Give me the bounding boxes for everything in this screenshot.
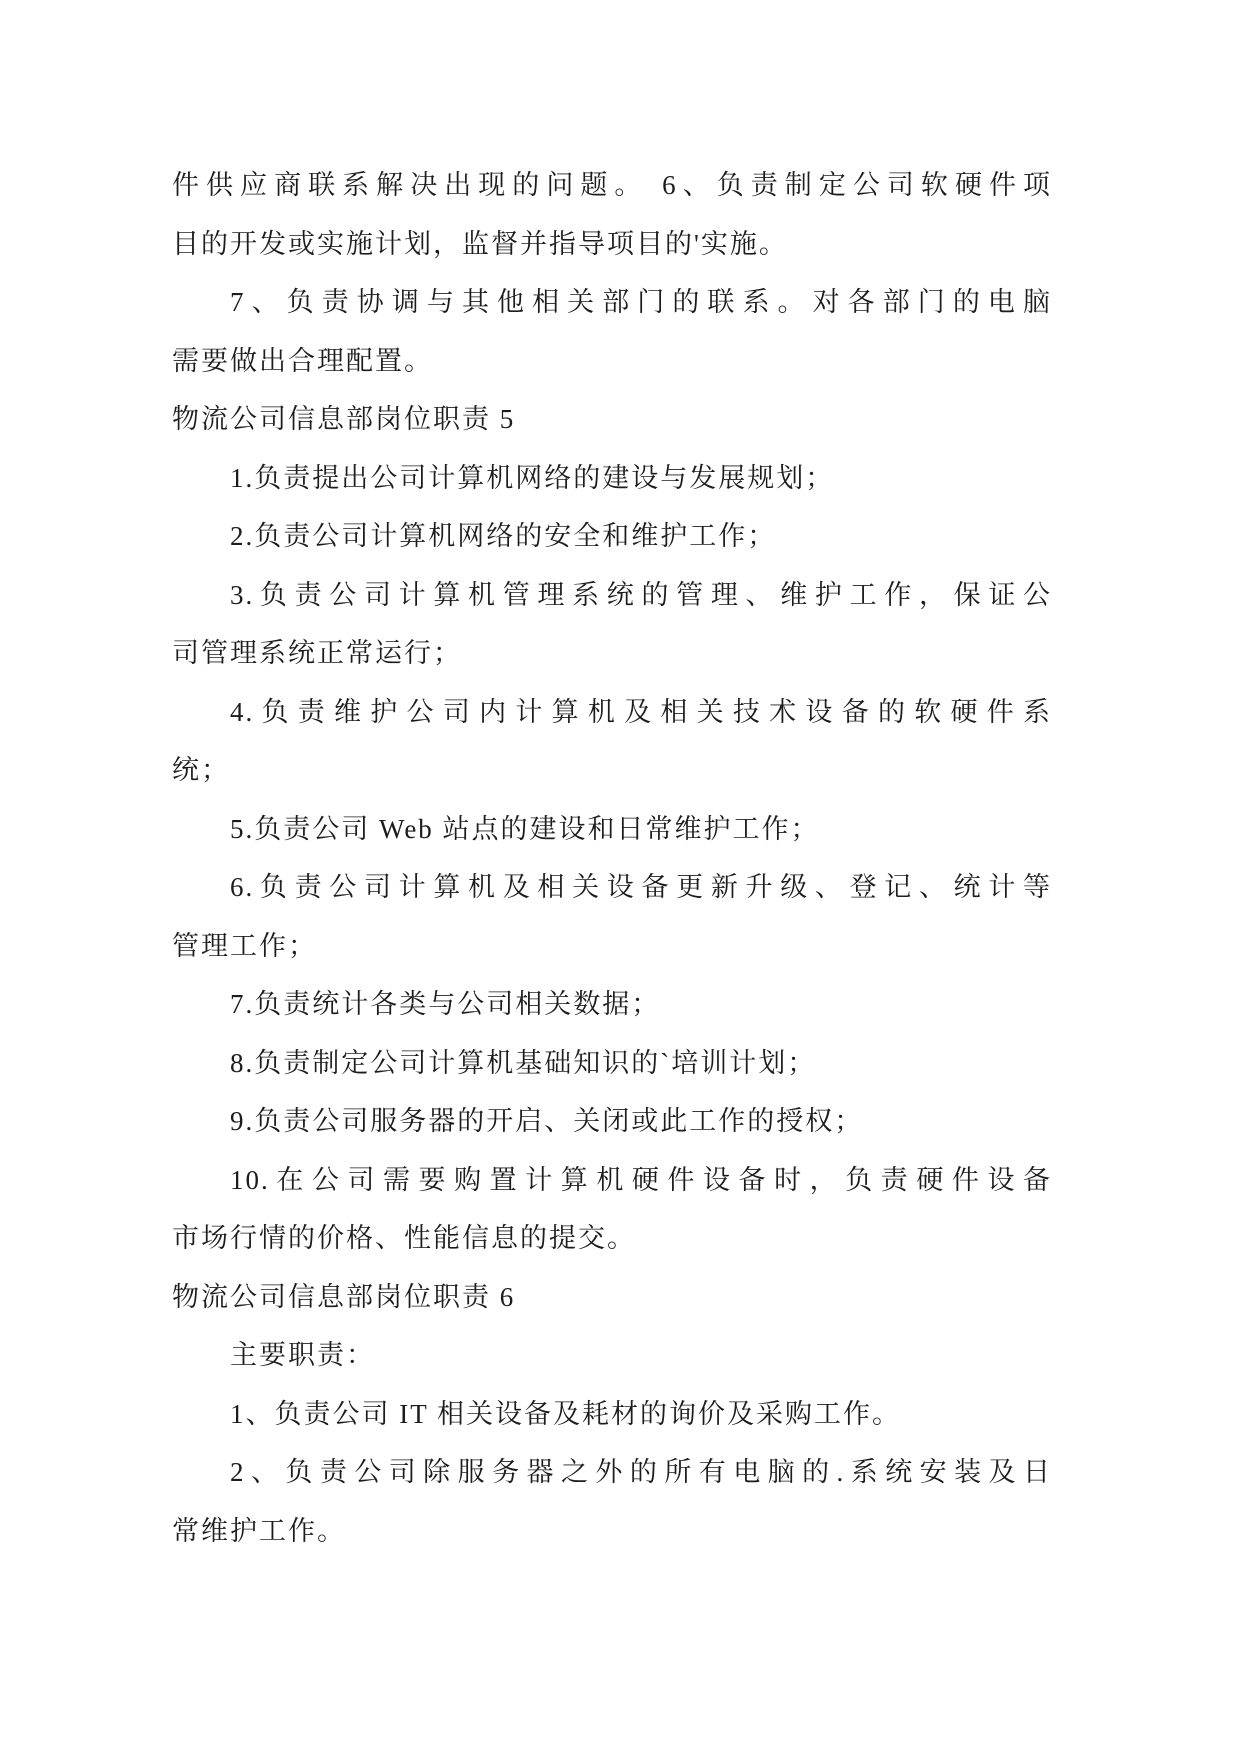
list-item [172,858,1052,975]
list-item [172,1443,1052,1560]
text-line: 1.负责提出公司计算机网络的建设与发展规划； [230,462,835,493]
text-line: 7、负责协调与其他相关部门的联系。对各部门的电脑 [230,287,1052,317]
text-line: 9.负责公司服务器的开启、关闭或此工作的授权； [230,1106,864,1136]
text-line: 件供应商联系解决出现的问题。 6、负责制定公司软硬件项 [172,170,1052,200]
text-line: 需要做出合理配置。 [172,345,433,376]
list-item [172,975,1052,1034]
list-item [172,1034,1052,1093]
list-item [172,1092,1052,1151]
text-line: 管理工作； [172,930,317,961]
text-line: 1、负责公司 IT 相关设备及耗材的询价及采购工作。 [230,1398,901,1429]
text-line: 3.负责公司计算机管理系统的管理、维护工作，保证公 [230,579,1052,610]
list-item [172,507,1052,566]
text-line: 2.负责公司计算机网络的安全和维护工作； [230,521,777,551]
paragraph [172,156,1052,273]
section-heading: 物流公司信息部岗位职责 6 [172,1281,516,1312]
text-line: 8.负责制定公司计算机基础知识的`培训计划； [230,1047,817,1078]
text-line: 市场行情的价格、性能信息的提交。 [172,1223,636,1253]
list-item [172,1151,1052,1268]
text-line: 6.负责公司计算机及相关设备更新升级、登记、统计等 [230,872,1052,902]
text-line: 10.在公司需要购置计算机硬件设备时，负责硬件设备 [230,1164,1052,1195]
list-item [172,1385,1052,1444]
text-line: 7.负责统计各类与公司相关数据； [230,989,661,1019]
section-subheading: 主要职责： [230,1340,375,1370]
text-line: 5.负责公司 Web 站点的建设和日常维护工作； [230,813,820,844]
list-item [172,683,1052,800]
section-heading: 物流公司信息部岗位职责 5 [172,404,516,434]
text-line: 4.负责维护公司内计算机及相关技术设备的软硬件系 [230,696,1052,727]
document-page [172,156,1052,1560]
list-item [172,449,1052,508]
text-line: 统； [172,755,230,785]
text-line: 2、负责公司除服务器之外的所有电脑的.系统安装及日 [230,1457,1052,1487]
text-line: 常维护工作。 [172,1515,346,1546]
paragraph [172,273,1052,390]
list-item [172,800,1052,859]
list-item [172,566,1052,683]
text-line: 目的开发或实施计划，监督并指导项目的'实施。 [172,228,788,259]
text-line: 司管理系统正常运行； [172,638,462,668]
